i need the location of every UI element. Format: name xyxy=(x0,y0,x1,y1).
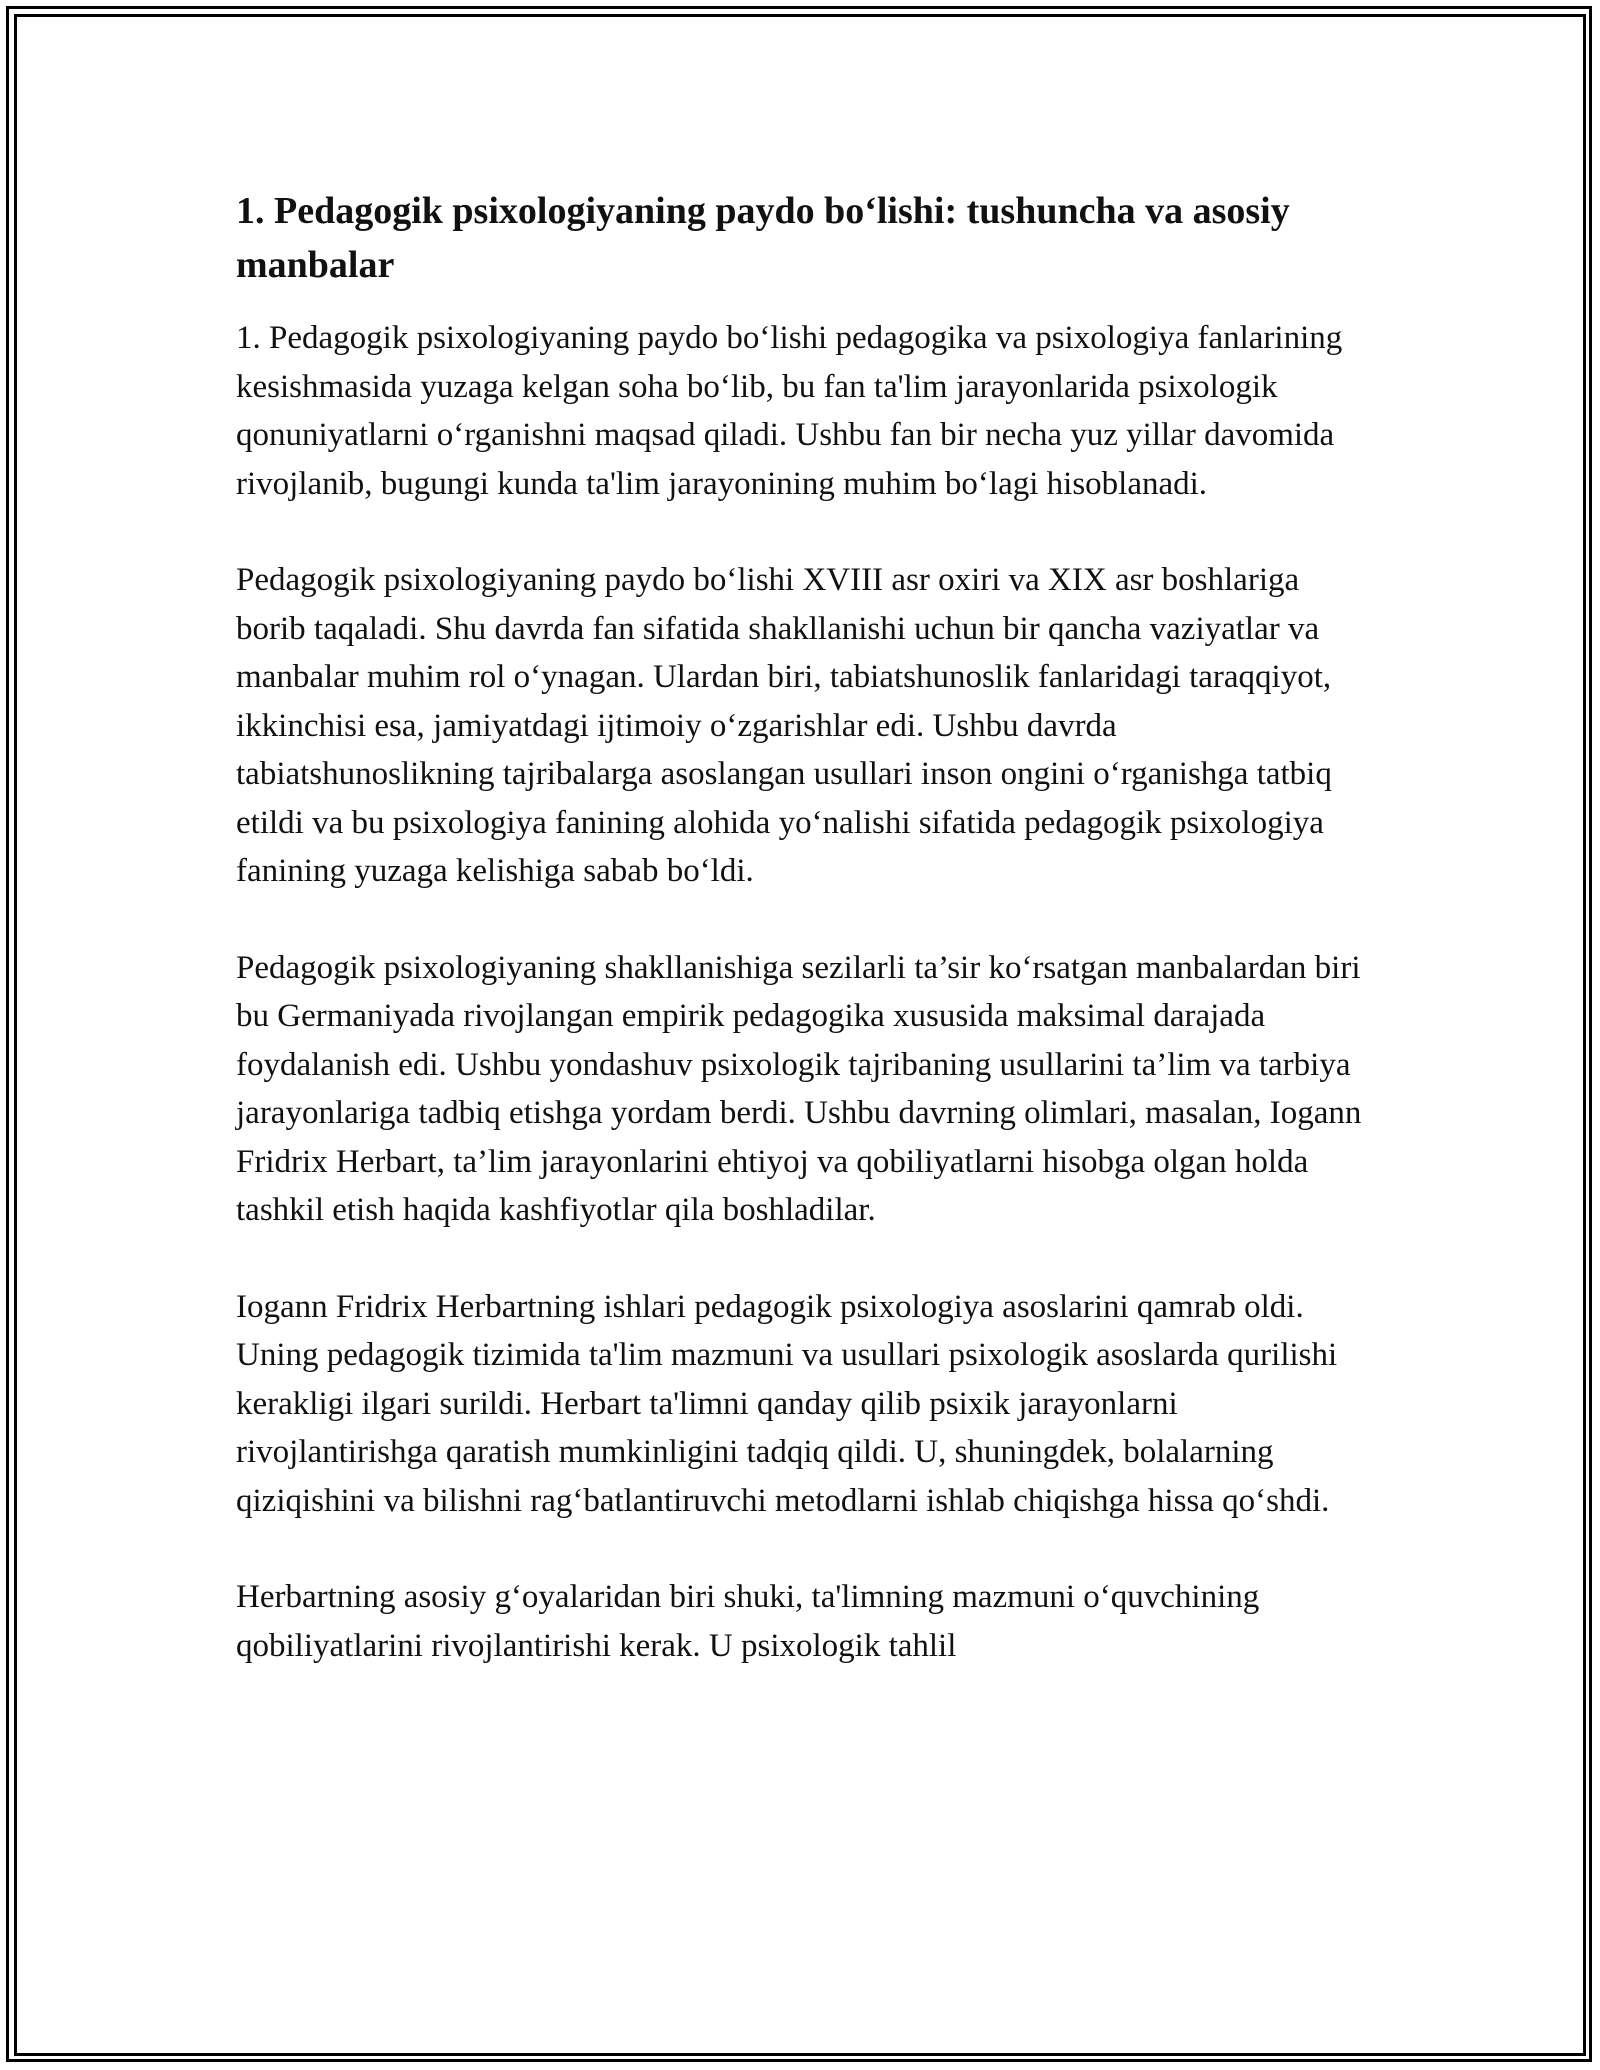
paragraph-1: 1. Pedagogik psixologiyaning paydo bo‘lishi pedagogika va psixologiya fanlarining kesishmasida yuzaga kelgan soha bo‘lib, bu fan ta'lim jarayonlarida psixologik qonuniyatlarni o‘rganishni maqsad qiladi. Ushbu fan bir necha yuz yillar davomida rivojlanib, bugungi kunda ta'lim jarayonining muhim bo‘lagi hisoblanadi. xyxy=(236,320,1343,502)
document-body xyxy=(236,184,1366,1718)
paragraph-5: Herbartning asosiy g‘oyalaridan biri shuki, ta'limning mazmuni o‘quvchining qobiliyatlarini rivojlantirishi kerak. U psixologik tahlil xyxy=(236,1579,1260,1664)
paragraph-2: Pedagogik psixologiyaning paydo bo‘lishi XVIII asr oxiri va XIX asr boshlariga borib taqaladi. Shu davrda fan sifatida shakllanishi uchun bir qancha vaziyatlar va manbalar muhim rol o‘ynagan. Ulardan biri, tabiatshunoslik fanlaridagi taraqqiyot, ikkinchisi esa, jamiyatdagi ijtimoiy o‘zgarishlar edi. Ushbu davrda tabiatshunoslikning tajribalarga asoslangan usullari inson ongini o‘rganishga tatbiq etildi va bu psixologiya fanining alohida yo‘nalishi sifatida pedagogik psixologiya fanining yuzaga kelishiga sabab bo‘ldi. xyxy=(236,562,1332,889)
document-title: 1. Pedagogik psixologiyaning paydo bo‘lishi: tushuncha va asosiy manbalar xyxy=(236,190,1290,286)
paragraph-3: Pedagogik psixologiyaning shakllanishiga sezilarli ta’sir ko‘rsatgan manbalardan biri bu Germaniyada rivojlangan empirik pedagogika xususida maksimal darajada foydalanish edi. Ushbu yondashuv psixologik tajribaning usullarini ta’lim va tarbiya jarayonlariga tadbiq etishga yordam berdi. Ushbu davrning olimlari, masalan, Iogann Fridrix Herbart, ta’lim jarayonlarini ehtiyoj va qobiliyatlarni hisobga olgan holda tashkil etish haqida kashfiyotlar qila boshladilar. xyxy=(236,949,1362,1228)
paragraph-4: Iogann Fridrix Herbartning ishlari pedagogik psixologiya asoslarini qamrab oldi. Uning pedagogik tizimida ta'lim mazmuni va usullari psixologik asoslarda qurilishi kerakligi ilgari surildi. Herbart ta'limni qanday qilib psixik jarayonlarni rivojlantirishga qaratish mumkinligini tadqiq qildi. U, shuningdek, bolalarning qiziqishini va bilishni rag‘batlantiruvchi metodlarni ishlab chiqishga hissa qo‘shdi. xyxy=(236,1288,1338,1519)
